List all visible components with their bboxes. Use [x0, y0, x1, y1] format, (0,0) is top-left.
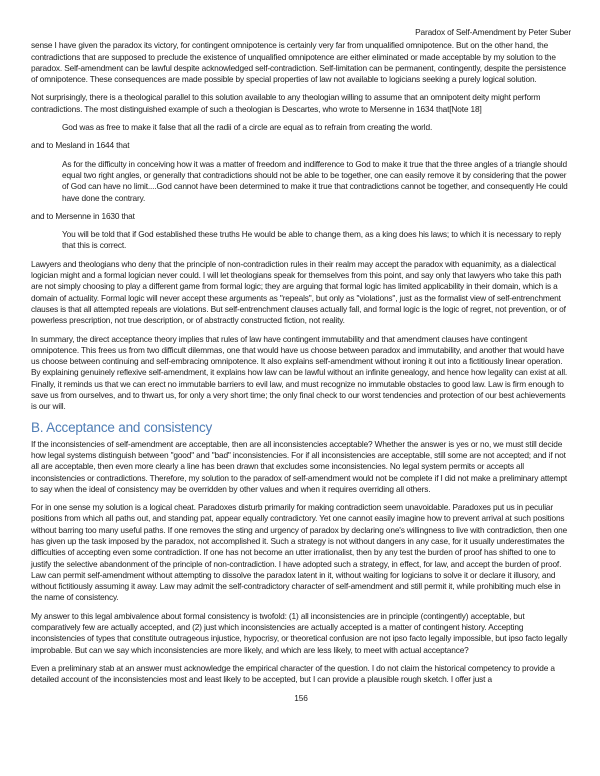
document-header	[31, 27, 571, 38]
body-paragraph: If the inconsistencies of self-amendment are acceptable, then are all inconsistencies acceptable? Whether the answer is yes or no, we must still decide how legal systems distinguish between "good" and "bad" inconsistencies. For if all inconsistencies are acceptable, still some are not accepted; and if not all are acceptable, then even more clearly a line has been drawn that excludes some inconsistencies. No legal system permits or accepts all inconsistencies or contradictions. Therefore, my solution to the paradox of self-amendment would not be complete if I did not make a preliminary attempt to say when the ideal of consistency may be overridden by other values and when it requires overriding all others.	[31, 438, 567, 494]
quote-lead-in: and to Mesland in 1644 that	[31, 140, 130, 151]
body-paragraph: In summary, the direct acceptance theory implies that rules of law have contingent immutability and that amendment clauses have contingent omnipotence. This frees us from two difficult dilemmas, one that would have us choose between paradox and immutability, and another that would have us choose between continuing and self-embracing omnipotence. It also explains self-amendment without ironing it out into a fictitiously linear operation. By explaining genuinely reflexive self-amendment, it explains how law can be lawful without an infinite genealogy, and hence how legality can exist at all. Finally, it reminds us that we can erect no immutable barriers to evil law, and must recognize no immutable obstacles to good law. Law is firm enough to save us from ourselves, and to thwart us, for only a very short time; the only final check to our worst tendencies and protection of our best achievements is our will.	[31, 333, 568, 412]
block-quote: God was as free to make it false that all the radii of a circle are equal as to refrain from creating the world.	[62, 122, 433, 133]
block-quote: As for the difficulty in conceiving how it was a matter of freedom and indifference to God to make it true that the three angles of a triangle should equal two right angles, or generally that contradictions should not be able to be together, one can easily remove it by considering that the power of God can have no limit....God cannot have been determined to make it true that contradictions cannot be together, and consequently He could have done the contrary.	[62, 158, 568, 203]
body-paragraph: sense I have given the paradox its victory, for contingent omnipotence is certainly very far from unqualified omnipotence. But on the other hand, the contradictions that are supposed to preclude the existence of unqualified omnipotence are either eliminated or made acceptable by my solution to the paradox. Self-amendment can be lawful despite acknowledged self-contradiction. Self-limitation can be permanent, contingently, despite the persistence of omnipotence. These consequences are made possible by special properties of law not available to logicians seeking a purely logical solution.	[31, 40, 566, 85]
quote-lead-in: and to Mersenne in 1630 that	[31, 210, 135, 221]
block-quote: You will be told that if God established these truths He would be able to change them, as a king does his laws; to which it is necessary to reply that this is correct.	[62, 229, 562, 251]
body-paragraph: Even a preliminary stab at an answer must acknowledge the empirical character of the question. I do not claim the historical competency to provide a detailed account of the inconsistencies most and least likely to be accepted, but I can provide a plausible rough sketch. I offer just a	[31, 662, 555, 685]
section-heading: B. Acceptance and consistency	[31, 419, 213, 435]
body-paragraph: My answer to this legal ambivalence about formal consistency is twofold: (1) all inconsistencies are in principle (contingently) acceptable, but comparatively few are actually accepted, and (2) just which inconsistencies are actually accepted is a matter of contingent history. Accepting inconsistencies of types that constitute outrageous injustice, hypocrisy, or theoretical confusion are not ipso facto legally impossible, but ipso facto legally improbable. But can we say which inconsistencies are more likely, and which are less likely, to meet with actual acceptance?	[31, 610, 568, 655]
body-paragraph: For in one sense my solution is a logical cheat. Paradoxes disturb primarily for making contradiction seem unavoidable. Paradoxes put us in peculiar positions from which all paths out, and standing pat, appear equally contradictory. Yet one cannot easily imagine how to prevent arrival at such positions without barring too many useful paths. If one removes the sting and urgency of paradox by declaring one's willingness to live with contradiction, then one has given up the task imposed by the paradox, not accomplished it. Such a strategy is not without dangers in any case, for it usually underestimates the difficulties of accepting even some contradiction. If one has not become an utter irrationalist, then by any test the burden of proof has shifted to one to justify the selective abandonment of the principle of non-contradiction. I have adopted such a strategy, in effect, for law, and accept the burden of proof. Law can permit self-amendment without attempting to dissolve the paradox latent in it, without waiting for logicians to solve it or declare it illusory, and without fictitiously assuming it away. Law may admit the self-contradictory character of self-amendment and still permit it, while prohibiting much else in the name of consistency.	[31, 502, 568, 603]
header-title: Paradox of Self-Amendment by Peter Suber	[415, 27, 571, 37]
body-paragraph: Lawyers and theologians who deny that the principle of non-contradiction rules in their realm may accept the paradox with equanimity, as a dialectical logician might and a formal logician never could. I will let theologians speak for themselves from this point, and say only that lawyers who take this path are not simply choosing to play a different game from formal logic; they are arguing that formal logic has limited applicability in their domain, which is a domain of actuality. Formal logic will never accept these arguments as "repeals", but only as "violations", just as the formalist view of self-entrenchment clauses is that all attempted repeals are violations. But self-entrenchment clauses actually fall, and formal logic is the logic of regret, not prevention, or of powerless prescription, not true description, or of abstractly constructed fiction, not reality.	[31, 258, 566, 326]
body-paragraph: Not surprisingly, there is a theological parallel to this solution available to any theologian willing to assume that an omnipotent deity might perform contradictions. The most distinguished example of such a theologian is Descartes, who wrote to Mersenne in 1634 that[Note 18]	[31, 92, 541, 114]
page-number: 156	[294, 692, 308, 703]
